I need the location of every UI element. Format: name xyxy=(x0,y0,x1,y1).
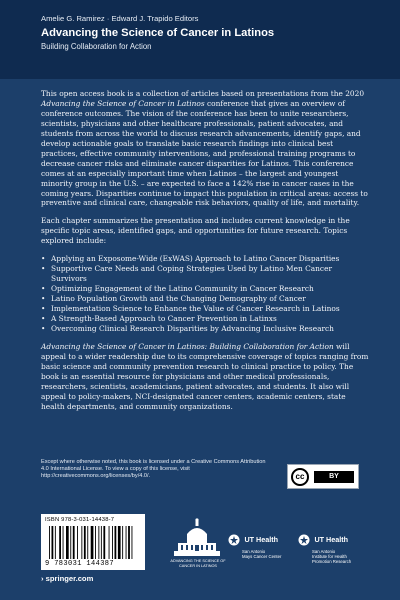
intro-paragraph: This open access book is a collection of articles based on presentations from the 2020 Advancing the Science of Cancer in Latinos conference that gives an overview of conference outcomes. The vision of the conference has been to unite researchers, scientists, physicians and other healthcare professionals, patient advocates, and students from across the world to discuss research advancements, identify gaps, and develop actionable goals to translate basic research findings into clinical best practices, effective community interventions, and professional training programs to decrease cancer risks and eliminate cancer disparities for Latinos. This conference comes at an especially important time when Latinos – the largest and youngest minority group in the U.S. – are expected to face a 142% rise in cancer cases in the coming years. Disparities continue to impact this population in critical areas: access to preventive and clinical care, changeable risk behaviors, quality of life, and mortality. xyxy=(41,89,368,208)
list-item: • Supportive Care Needs and Coping Strategies Used by Latino Men Cancer Survivors xyxy=(41,264,369,284)
ut-health-icon xyxy=(298,534,310,546)
mays-logo-name: UT Health xyxy=(244,535,278,545)
advancing-logo-caption: ADVANCING THE SCIENCE OF CANCER IN LATINOS xyxy=(170,559,226,568)
list-item: • A Strength-Based Approach to Cancer Prevention in Latinxs xyxy=(41,314,369,324)
list-item: • Optimizing Engagement of the Latino Community in Cancer Research xyxy=(41,284,369,294)
closing-book-title: Advancing the Science of Cancer in Latinos: Building Collaboration for Action xyxy=(41,341,334,351)
texas-capitol-icon xyxy=(170,518,224,558)
ut-health-icon xyxy=(228,534,240,546)
barcode-panel xyxy=(41,514,145,570)
topics-intro-paragraph: Each chapter summarizes the presentation and includes current knowledge in the specific topic areas, identified gaps, and opportunities for future research. Topics explored include: xyxy=(41,216,350,246)
advancing-science-logo xyxy=(170,518,224,576)
barcode-digits: 9 783031 144387 xyxy=(45,560,115,568)
book-subtitle: Building Collaboration for Action xyxy=(41,42,152,51)
license-notice: Except where otherwise noted, this book is licensed under a Creative Commons Attribution 4.0 International License. To view a copy of this license, visit http://creativecommons.org/licenses/by/4.0/. xyxy=(41,459,266,480)
back-cover-description xyxy=(41,89,369,420)
publisher-link[interactable]: › springer.com xyxy=(41,574,94,583)
by-icon: BY xyxy=(314,471,354,483)
isbn: ISBN 978-3-031-14438-7 xyxy=(45,517,115,523)
ut-health-mays-cancer-center-logo: UT Health San Antonio Mays Cancer Center xyxy=(228,531,281,559)
topics-list xyxy=(41,254,369,334)
cc-icon: cc xyxy=(291,468,309,486)
ihpr-logo-name: UT Health xyxy=(314,535,348,545)
editors: Amelie G. Ramirez · Edward J. Trapido Editors xyxy=(41,14,199,23)
list-item: • Implementation Science to Enhance the Value of Cancer Research in Latinos xyxy=(41,304,369,314)
closing-paragraph: Advancing the Science of Cancer in Latinos: Building Collaboration for Action will appeal to a wider readership due to its comprehensive coverage of topics ranging from basic science and community prevention research to clinical practice to policy. The book is an essential resource for physicians and other medical professionals, researchers, scientists, academicians, patient advocates, and students. It also will appeal to policy-makers, NCI-designated cancer centers, academic centers, state health departments, and community organizations. xyxy=(41,341,369,411)
barcode-icon xyxy=(49,526,137,559)
list-item: • Latino Population Growth and the Changing Demography of Cancer xyxy=(41,294,369,304)
cc-by-license-badge xyxy=(287,464,359,489)
list-item: • Overcoming Clinical Research Disparities by Advancing Inclusive Research xyxy=(41,324,369,334)
list-item: • Applying an Exposome-Wide (ExWAS) Approach to Latino Cancer Disparities xyxy=(41,254,369,264)
ut-health-institute-logo: UT Health San Antonio Institute for Health Promotion Research xyxy=(298,531,351,565)
conference-title: Advancing the Science of Cancer in Latinos xyxy=(41,98,205,108)
cover-header xyxy=(0,0,400,79)
book-title: Advancing the Science of Cancer in Latinos xyxy=(41,27,275,39)
